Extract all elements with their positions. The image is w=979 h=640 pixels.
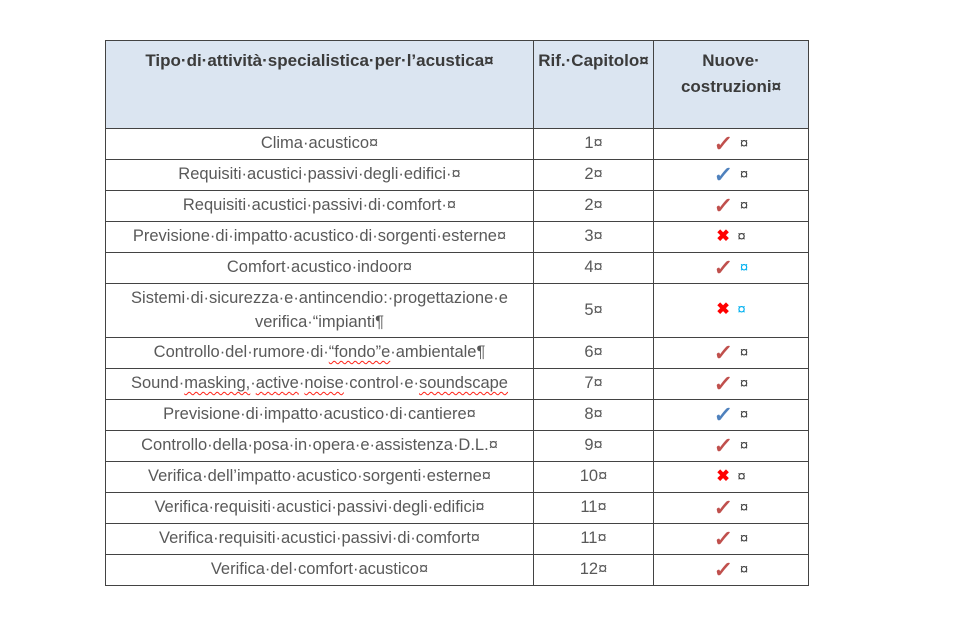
chapter-cell[interactable]: 8¤ bbox=[534, 400, 654, 431]
table-header-row bbox=[106, 41, 809, 129]
acoustics-activities-table bbox=[105, 40, 809, 586]
chapter-cell[interactable]: 5¤ bbox=[534, 284, 654, 338]
table-row bbox=[106, 253, 809, 284]
mark-cell[interactable] bbox=[654, 524, 809, 555]
check-icon: ✓ bbox=[712, 339, 734, 365]
header-new-constructions-line2: costruzioni¤ bbox=[680, 77, 782, 97]
table-row bbox=[106, 284, 809, 338]
activity-text: verifica·“impianti¶ bbox=[255, 312, 384, 331]
chapter-cell[interactable]: 2¤ bbox=[534, 191, 654, 222]
activity-text: · bbox=[250, 374, 256, 393]
activity-text: Sound· bbox=[131, 374, 185, 393]
activity-cell[interactable] bbox=[106, 191, 534, 222]
end-of-cell-marker-icon: ¤ bbox=[739, 343, 749, 361]
activity-cell[interactable] bbox=[106, 160, 534, 191]
table-row bbox=[106, 338, 809, 369]
mark-cell[interactable] bbox=[654, 493, 809, 524]
spellcheck-squiggle-text: noise bbox=[304, 374, 344, 393]
table-row bbox=[106, 462, 809, 493]
spellcheck-squiggle-text: active bbox=[255, 374, 299, 393]
table-row bbox=[106, 493, 809, 524]
activity-cell[interactable] bbox=[106, 338, 534, 369]
activity-text: Requisiti·acustici·passivi·di·comfort·¤ bbox=[182, 196, 457, 215]
check-icon: ✓ bbox=[712, 161, 734, 187]
activity-text: Verifica·del·comfort·acustico¤ bbox=[210, 560, 429, 579]
activity-text: Requisiti·acustici·passivi·degli·edifici·¤ bbox=[178, 165, 461, 184]
check-icon: ✓ bbox=[712, 192, 734, 218]
table-row bbox=[106, 400, 809, 431]
spellcheck-squiggle-text: “fondo”e bbox=[328, 343, 391, 362]
chapter-cell[interactable]: 6¤ bbox=[534, 338, 654, 369]
end-of-cell-marker-icon: ¤ bbox=[739, 258, 749, 276]
end-of-cell-marker-icon: ¤ bbox=[739, 134, 749, 152]
check-icon: ✓ bbox=[712, 525, 734, 551]
cross-icon: ✖ bbox=[716, 301, 730, 319]
table-row bbox=[106, 222, 809, 253]
end-of-cell-marker-icon: ¤ bbox=[737, 301, 746, 319]
activity-text: Previsione·di·impatto·acustico·di·cantiere¤ bbox=[163, 405, 476, 424]
mark-cell[interactable] bbox=[654, 253, 809, 284]
activity-text: Comfort·acustico·indoor¤ bbox=[226, 258, 413, 277]
spellcheck-squiggle-text: masking, bbox=[184, 374, 251, 393]
mark-cell[interactable] bbox=[654, 431, 809, 462]
chapter-cell[interactable]: 7¤ bbox=[534, 369, 654, 400]
mark-cell[interactable] bbox=[654, 191, 809, 222]
check-icon: ✓ bbox=[712, 401, 734, 427]
activity-cell[interactable] bbox=[106, 462, 534, 493]
mark-cell[interactable] bbox=[654, 160, 809, 191]
activity-text: Verifica·requisiti·acustici·passivi·degli·edifici¤ bbox=[154, 498, 485, 517]
chapter-cell[interactable]: 11¤ bbox=[534, 524, 654, 555]
table-row bbox=[106, 555, 809, 586]
activity-cell[interactable] bbox=[106, 369, 534, 400]
activity-cell[interactable] bbox=[106, 524, 534, 555]
chapter-cell[interactable]: 2¤ bbox=[534, 160, 654, 191]
header-new-constructions[interactable] bbox=[654, 41, 809, 129]
check-icon: ✓ bbox=[712, 432, 734, 458]
chapter-cell[interactable]: 1¤ bbox=[534, 129, 654, 160]
activity-cell[interactable] bbox=[106, 284, 534, 338]
check-icon: ✓ bbox=[712, 370, 734, 396]
mark-cell[interactable] bbox=[654, 284, 809, 338]
activity-text: ·control·e· bbox=[343, 374, 419, 393]
end-of-cell-marker-icon: ¤ bbox=[739, 560, 749, 578]
activity-cell[interactable] bbox=[106, 400, 534, 431]
activity-text: Clima·acustico¤ bbox=[260, 134, 379, 153]
end-of-cell-marker-icon: ¤ bbox=[739, 374, 749, 392]
chapter-cell[interactable]: 3¤ bbox=[534, 222, 654, 253]
activity-text: · bbox=[298, 374, 305, 393]
header-new-constructions-line1: Nuove· bbox=[702, 51, 760, 70]
mark-cell[interactable] bbox=[654, 462, 809, 493]
activity-cell[interactable] bbox=[106, 555, 534, 586]
check-icon: ✓ bbox=[712, 254, 734, 280]
mark-cell[interactable] bbox=[654, 400, 809, 431]
end-of-cell-marker-icon: ¤ bbox=[737, 467, 746, 485]
activity-text: ·ambientale¶ bbox=[390, 343, 486, 362]
end-of-cell-marker-icon: ¤ bbox=[739, 529, 749, 547]
end-of-cell-marker-icon: ¤ bbox=[737, 227, 746, 245]
chapter-cell[interactable]: 11¤ bbox=[534, 493, 654, 524]
table-row bbox=[106, 524, 809, 555]
chapter-cell[interactable]: 10¤ bbox=[534, 462, 654, 493]
header-activity-type[interactable]: Tipo·di·attività·specialistica·per·l’acustica¤ bbox=[106, 41, 534, 129]
activity-text: Sistemi·di·sicurezza·e·antincendio:·progettazione·e bbox=[131, 288, 508, 307]
activity-text: Controllo·del·rumore·di· bbox=[153, 343, 329, 362]
table-body bbox=[106, 129, 809, 586]
cross-icon: ✖ bbox=[716, 227, 730, 245]
activity-cell[interactable] bbox=[106, 129, 534, 160]
activity-cell[interactable] bbox=[106, 493, 534, 524]
check-icon: ✓ bbox=[712, 494, 734, 520]
end-of-cell-marker-icon: ¤ bbox=[739, 498, 749, 516]
activity-cell[interactable] bbox=[106, 253, 534, 284]
check-icon: ✓ bbox=[712, 556, 734, 582]
activity-text: Verifica·dell’impatto·acustico·sorgenti·esterne¤ bbox=[148, 467, 491, 486]
chapter-cell[interactable]: 9¤ bbox=[534, 431, 654, 462]
activity-cell[interactable] bbox=[106, 222, 534, 253]
table-row bbox=[106, 431, 809, 462]
table-row bbox=[106, 191, 809, 222]
mark-cell[interactable] bbox=[654, 129, 809, 160]
chapter-cell[interactable]: 4¤ bbox=[534, 253, 654, 284]
end-of-cell-marker-icon: ¤ bbox=[739, 165, 749, 183]
chapter-cell[interactable]: 12¤ bbox=[534, 555, 654, 586]
spellcheck-squiggle-text: soundscape bbox=[419, 374, 508, 393]
header-chapter-ref[interactable]: Rif.·Capitolo¤ bbox=[534, 41, 654, 129]
mark-cell[interactable] bbox=[654, 222, 809, 253]
table-row bbox=[106, 129, 809, 160]
mark-cell[interactable] bbox=[654, 338, 809, 369]
end-of-cell-marker-icon: ¤ bbox=[739, 405, 749, 423]
check-icon: ✓ bbox=[712, 130, 734, 156]
end-of-cell-marker-icon: ¤ bbox=[739, 436, 749, 454]
mark-cell[interactable] bbox=[654, 555, 809, 586]
cross-icon: ✖ bbox=[716, 467, 730, 485]
table-row bbox=[106, 369, 809, 400]
activity-text: Controllo·della·posa·in·opera·e·assistenza·D.L.¤ bbox=[141, 436, 498, 455]
activity-text: Previsione·di·impatto·acustico·di·sorgenti·esterne¤ bbox=[132, 227, 507, 246]
mark-cell[interactable] bbox=[654, 369, 809, 400]
end-of-cell-marker-icon: ¤ bbox=[739, 196, 749, 214]
table-row bbox=[106, 160, 809, 191]
document-page bbox=[105, 40, 809, 586]
activity-text: Verifica·requisiti·acustici·passivi·di·comfort¤ bbox=[159, 529, 480, 548]
activity-cell[interactable] bbox=[106, 431, 534, 462]
